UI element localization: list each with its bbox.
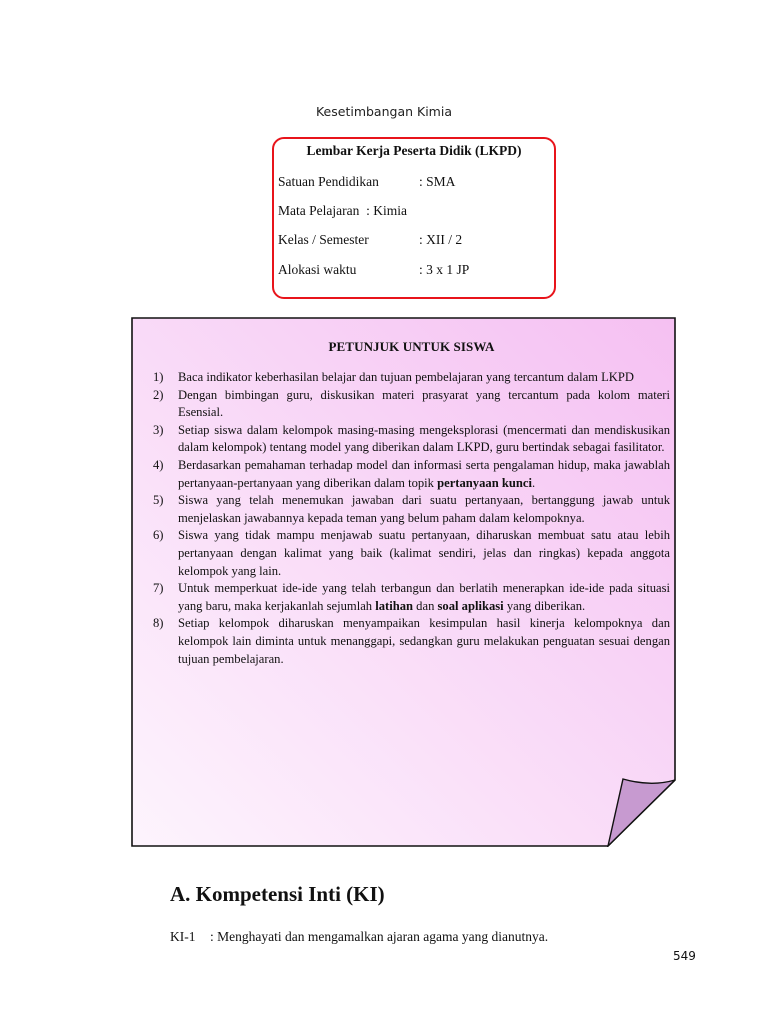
info-row-kelas xyxy=(278,232,463,248)
lkpd-title: Lembar Kerja Peserta Didik (LKPD) xyxy=(306,143,522,158)
step-number: 6) xyxy=(153,528,164,543)
step-text: Berdasarkan pemahaman terhadap model dan informasi serta pengalaman hidup, maka jawablah pertanyaan-pertanyaan yang diberikan dalam topik xyxy=(178,457,670,490)
step-text: Siswa yang telah menemukan jawaban dari suatu pertanyaan, bertanggung jawab untuk menjelaskan jawabannya kepada teman yang belum paham dalam kelompoknya. xyxy=(178,493,670,525)
lkpd-info-box xyxy=(272,137,556,299)
info-label: Mata Pelajaran : Kimia xyxy=(278,203,407,218)
step-number: 8) xyxy=(153,616,164,631)
instruction-step xyxy=(153,457,670,492)
info-row-mapel xyxy=(278,203,407,219)
step-text-bold: latihan xyxy=(375,598,414,613)
step-text-bold: soal aplikasi xyxy=(437,598,504,613)
step-number: 2) xyxy=(153,387,164,402)
step-text: Setiap siswa dalam kelompok masing-masing mengeksplorasi (mencermati dan mendiskusikan dalam kelompok) tentang model yang diberikan dalam LKPD, guru bertindak sebagai fasilitator. xyxy=(178,422,670,455)
info-label: Alokasi waktu xyxy=(278,262,357,277)
instruction-step xyxy=(153,422,670,457)
info-value: : SMA xyxy=(419,174,456,189)
instructions-content xyxy=(153,339,670,668)
info-label: Kelas / Semester xyxy=(278,232,369,247)
instruction-step xyxy=(153,615,670,668)
step-number: 1) xyxy=(153,370,164,384)
info-value: : XII / 2 xyxy=(419,232,463,247)
instructions-heading: PETUNJUK UNTUK SISWA xyxy=(328,339,495,354)
ki-line xyxy=(170,929,548,945)
step-text: Siswa yang tidak mampu menjawab suatu pertanyaan, diharuskan membuat satu atau lebih pertanyaan dengan kalimat yang baik (kalimat sendiri, jelas dan ringkas) kepada anggota kelompok yang lain. xyxy=(178,528,670,578)
ki-text: : Menghayati dan mengamalkan ajaran agama yang dianutnya. xyxy=(210,929,549,944)
info-row-alokasi xyxy=(278,262,470,278)
step-text: . xyxy=(531,475,536,490)
step-text: dan xyxy=(413,598,438,613)
info-value: : 3 x 1 JP xyxy=(419,262,470,277)
step-text: Dengan bimbingan guru, diskusikan materi prasyarat yang tercantum pada kolom materi Esensial. xyxy=(178,387,670,420)
page-number: 549 xyxy=(673,949,696,963)
instruction-step xyxy=(153,527,670,580)
info-label: Satuan Pendidikan xyxy=(278,174,379,189)
instruction-step xyxy=(153,580,670,615)
step-number: 7) xyxy=(153,581,164,596)
instruction-step xyxy=(153,492,670,527)
running-header: Kesetimbangan Kimia xyxy=(315,104,452,119)
ki-code: KI-1 xyxy=(170,929,196,944)
instructions-list xyxy=(153,369,670,668)
step-number: 4) xyxy=(153,457,164,472)
step-text-bold: pertanyaan kunci xyxy=(437,475,532,490)
step-text: Baca indikator keberhasilan belajar dan tujuan pembelajaran yang tercantum dalam LKPD xyxy=(178,370,634,384)
step-text: Setiap kelompok diharuskan menyampaikan kesimpulan hasil kinerja kelompoknya dan kelompok lain diminta untuk menanggapi, sedangkan guru melakukan penguatan sesuai dengan tujuan pembelajaran. xyxy=(178,616,670,666)
info-row-satuan xyxy=(278,174,456,190)
step-number: 5) xyxy=(153,493,164,508)
section-heading: A. Kompetensi Inti (KI) xyxy=(170,882,385,906)
step-text: yang diberikan. xyxy=(503,598,586,613)
step-text: Untuk memperkuat ide-ide yang telah terbangun dan berlatih menerapkan ide-ide pada situasi yang baru, maka kerjakanlah sejumlah xyxy=(178,581,670,613)
instructions-note xyxy=(131,317,676,847)
instruction-step xyxy=(153,369,670,387)
step-number: 3) xyxy=(153,422,164,437)
instruction-step xyxy=(153,387,670,422)
